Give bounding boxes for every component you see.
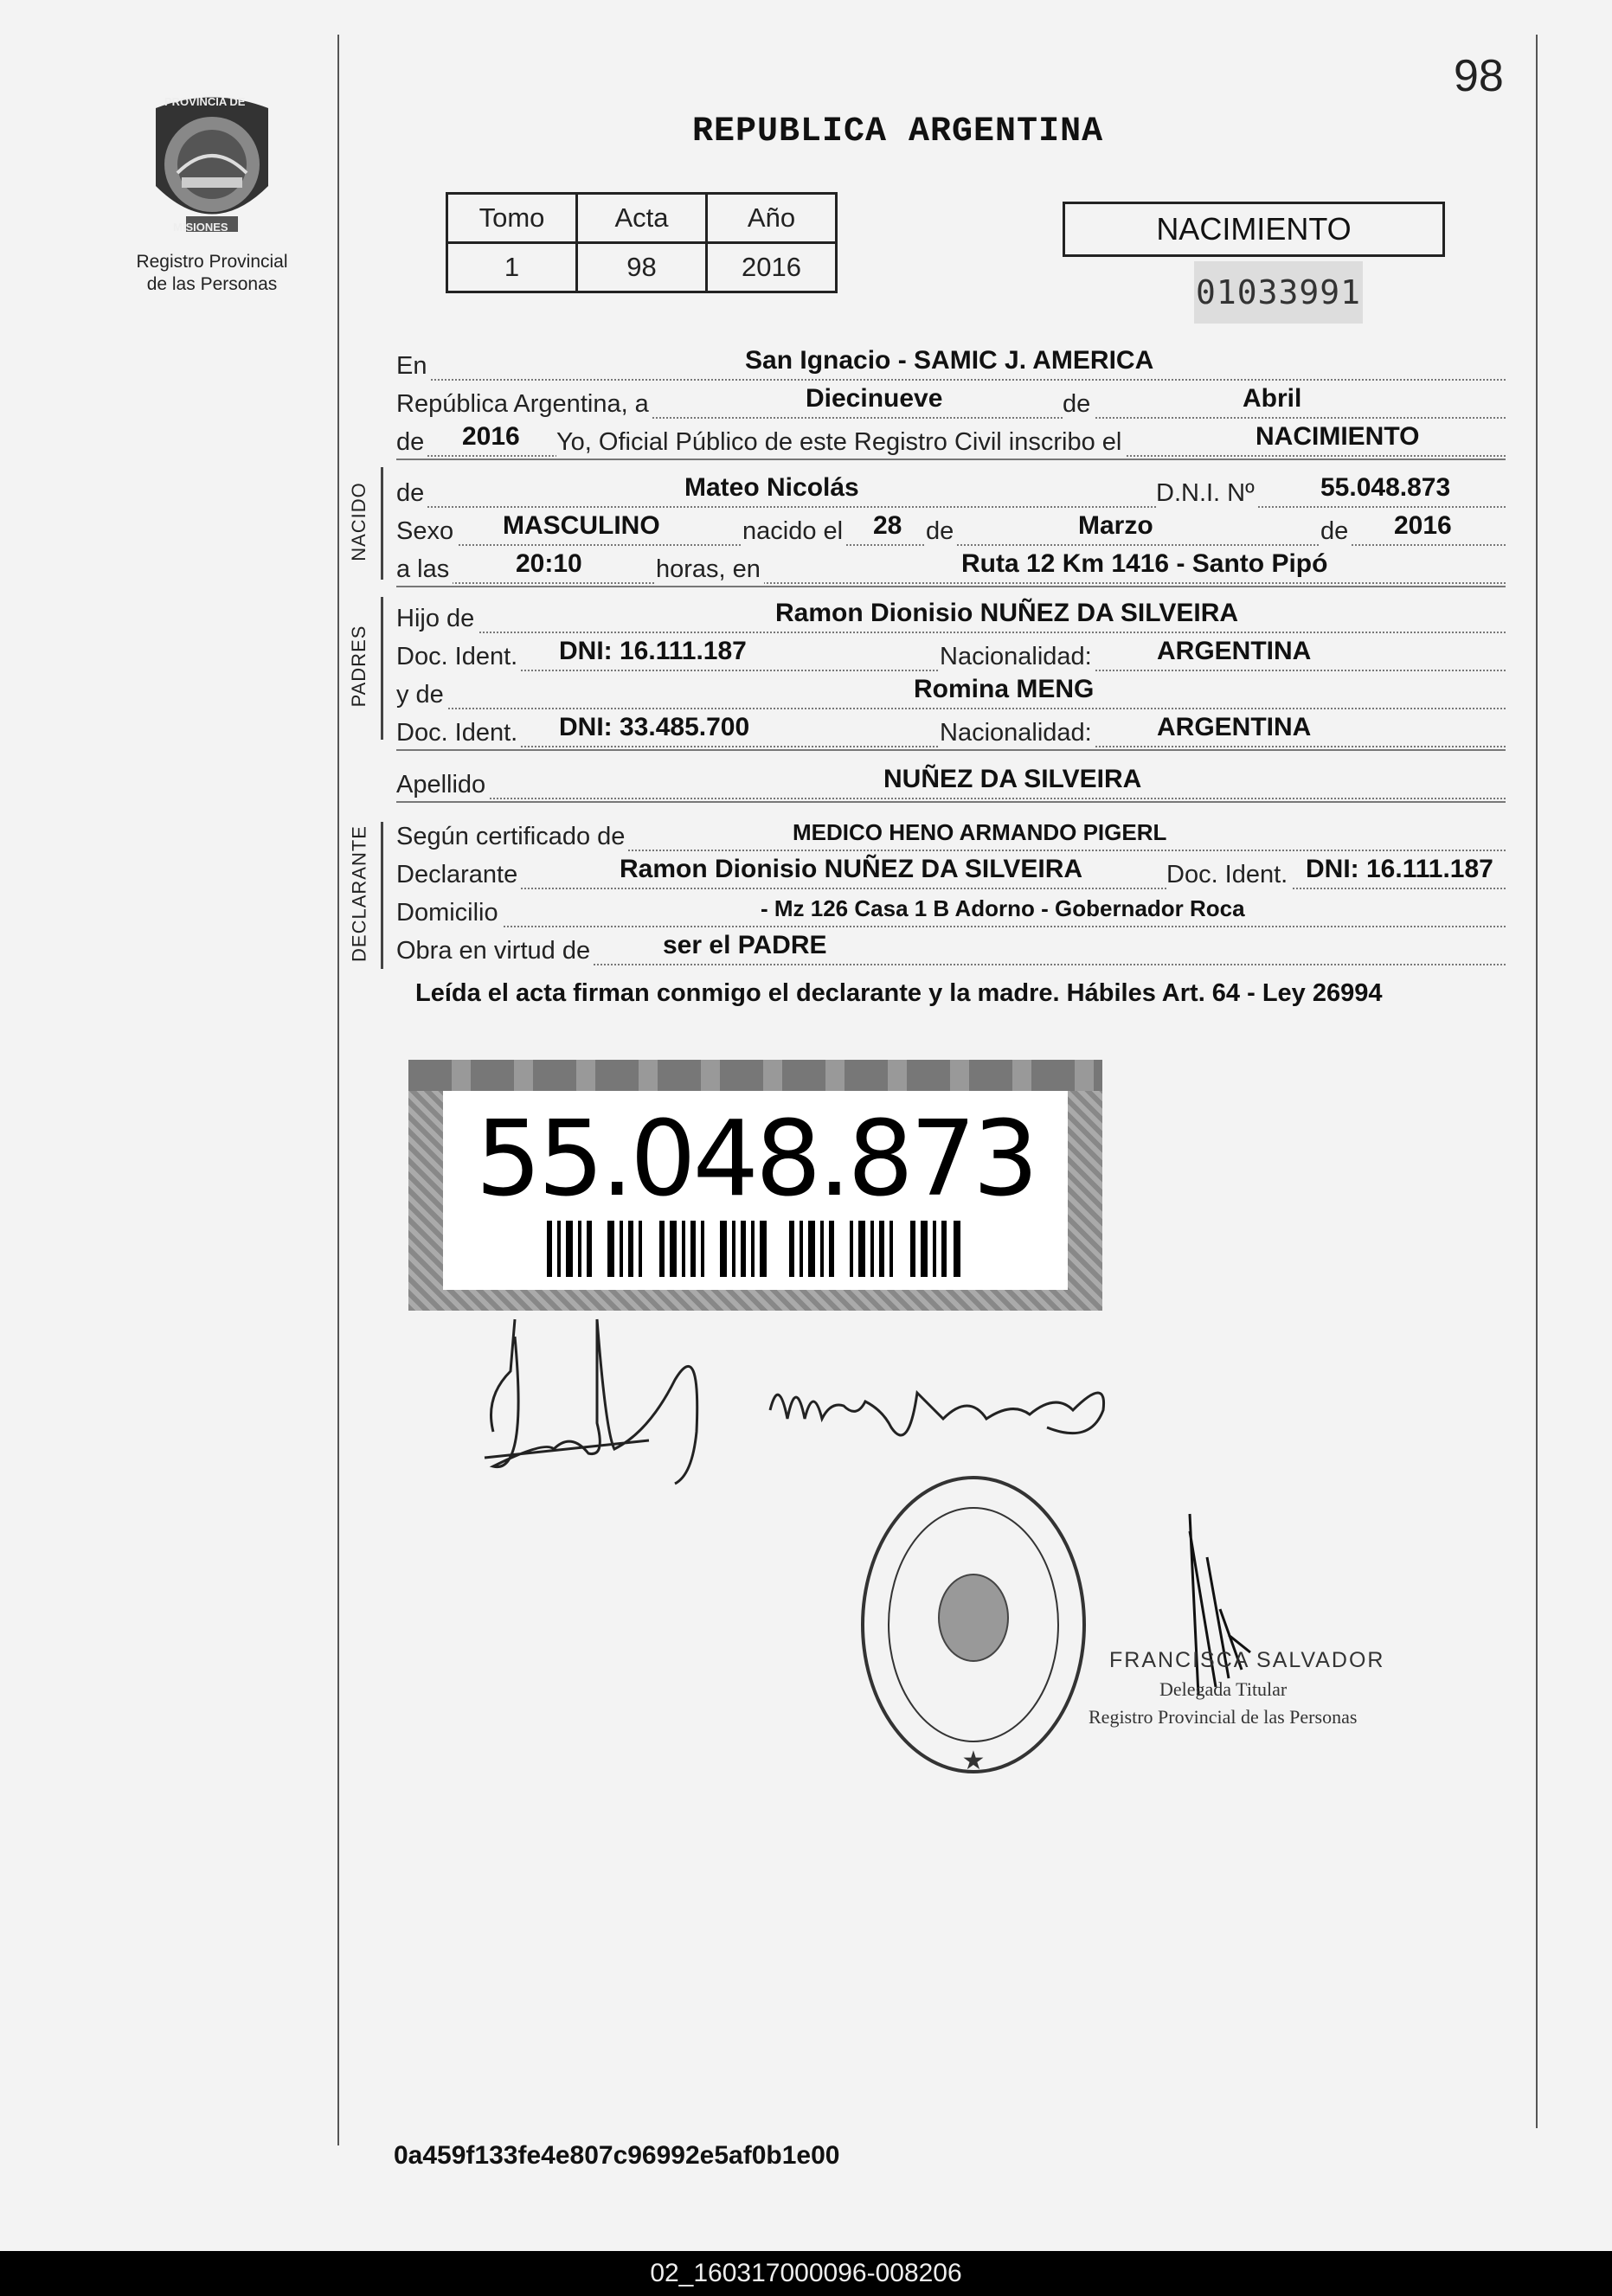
page-number: 98	[1454, 51, 1504, 101]
record-table	[446, 192, 838, 293]
madre-nombre: Romina MENG	[911, 675, 1096, 704]
mes-inscripcion: Abril	[1240, 384, 1304, 414]
padre-doc: DNI: 16.111.187	[556, 637, 749, 666]
madre-nac-label: Nacionalidad:	[940, 719, 1095, 747]
padre-nombre: Ramon Dionisio NUÑEZ DA SILVEIRA	[773, 599, 1241, 628]
father-signature-icon	[476, 1302, 735, 1492]
declarante-doc-label: Doc. Ident.	[1166, 861, 1291, 889]
declarante-section-label: DECLARANTE	[348, 825, 370, 962]
y-de-label: y de	[396, 681, 447, 709]
nacido-row-1	[396, 471, 1506, 508]
logo-caption-line2: de las Personas	[146, 274, 278, 294]
anio-value: 2016	[707, 243, 837, 292]
de-label: de	[1063, 390, 1094, 419]
obra-label: Obra en virtud de	[396, 937, 594, 965]
document-hash: 0a459f133fe4e807c96992e5af0b1e00	[394, 2141, 840, 2170]
section-divider	[396, 749, 1506, 751]
declarante-label: Declarante	[396, 861, 521, 889]
nacido-lugar: Ruta 12 Km 1416 - Santo Pipó	[959, 549, 1330, 579]
logo-bottom-text: MISIONES	[173, 221, 228, 234]
sticker-pattern	[408, 1060, 1102, 1091]
lugar-inscripcion: San Ignacio - SAMIC J. AMERICA	[742, 346, 1156, 375]
declarante-value: Ramon Dionisio NUÑEZ DA SILVEIRA	[617, 855, 1085, 884]
declarante-bracket	[381, 822, 383, 969]
record-type-box: NACIMIENTO	[1063, 202, 1445, 257]
padres-row-4	[396, 711, 1506, 747]
official-org: Registro Provincial de las Personas	[1089, 1706, 1358, 1728]
en-label: En	[396, 352, 430, 381]
madre-doc-label: Doc. Ident.	[396, 719, 521, 747]
svg-text:★: ★	[961, 1746, 986, 1776]
nacido-dni: 55.048.873	[1318, 473, 1453, 503]
declarante-row-1	[396, 815, 1506, 851]
padres-bracket	[381, 597, 383, 740]
sexo-label: Sexo	[396, 517, 457, 546]
declarante-row-4	[396, 929, 1506, 965]
intro-row-3	[396, 420, 1506, 457]
footer-id: 02_160317000096-008206	[0, 2251, 1612, 2296]
official-role: Delegada Titular	[1159, 1678, 1288, 1700]
nacido-hora: 20:10	[513, 549, 585, 579]
document-title: REPUBLICA ARGENTINA	[692, 112, 1104, 151]
anio-inscripcion: 2016	[459, 422, 523, 452]
section-divider	[396, 459, 1506, 460]
intro-row-1	[396, 344, 1506, 381]
nacido-de3-label: de	[1320, 517, 1352, 546]
logo-top-text: PROVINCIA DE	[164, 95, 246, 108]
nacido-de2-label: de	[926, 517, 957, 546]
logo-caption-line1: Registro Provincial	[136, 252, 288, 272]
mother-signature-icon	[761, 1358, 1142, 1471]
barcode-number: 55.048.873	[475, 1100, 1036, 1220]
declarante-row-2	[396, 853, 1506, 889]
nacido-row-3	[396, 548, 1506, 584]
padre-nacionalidad: ARGENTINA	[1154, 637, 1313, 666]
certificado-label: Según certificado de	[396, 823, 628, 851]
nacido-sexo: MASCULINO	[500, 511, 663, 541]
nacido-dia: 28	[870, 511, 904, 541]
apellido-label: Apellido	[396, 771, 489, 799]
obra-value: ser el PADRE	[660, 931, 830, 960]
serial-number: 01033991	[1194, 261, 1363, 324]
tomo-value: 1	[447, 243, 577, 292]
domicilio-label: Domicilio	[396, 899, 502, 927]
barcode-label	[443, 1091, 1068, 1290]
tipo-inscripcion: NACIMIENTO	[1253, 422, 1422, 452]
barcode-icon	[547, 1221, 962, 1277]
nacido-section-label: NACIDO	[348, 482, 369, 561]
hijo-de-label: Hijo de	[396, 605, 478, 633]
nacido-bracket	[381, 467, 383, 580]
padre-doc-label: Doc. Ident.	[396, 643, 521, 671]
acta-value: 98	[577, 243, 707, 292]
padres-row-2	[396, 635, 1506, 671]
section-divider	[396, 801, 1506, 803]
official-name: FRANCISCA SALVADOR	[1109, 1648, 1385, 1672]
horas-en-label: horas, en	[656, 555, 764, 584]
anio-header: Año	[707, 194, 837, 243]
apellido-value: NUÑEZ DA SILVEIRA	[881, 765, 1144, 794]
nacido-el-label: nacido el	[742, 517, 846, 546]
official-seal-icon	[857, 1471, 1090, 1778]
nacido-anio: 2016	[1391, 511, 1455, 541]
apellido-row	[396, 763, 1506, 799]
left-margin-line	[337, 35, 339, 2145]
padres-row-1	[396, 597, 1506, 633]
section-divider	[396, 586, 1506, 587]
barcode-sticker	[408, 1060, 1102, 1311]
dia-inscripcion: Diecinueve	[803, 384, 945, 414]
logo-caption	[112, 251, 311, 296]
nacido-de-label: de	[396, 479, 427, 508]
domicilio-value: - Mz 126 Casa 1 B Adorno - Gobernador Roca	[758, 895, 1248, 922]
madre-doc: DNI: 33.485.700	[556, 713, 752, 742]
nacido-row-2	[396, 510, 1506, 546]
oficial-text: Yo, Oficial Público de este Registro Civil inscribo el	[556, 428, 1125, 457]
acta-header: Acta	[577, 194, 707, 243]
a-las-label: a las	[396, 555, 453, 584]
nacido-nombre: Mateo Nicolás	[682, 473, 862, 503]
padres-row-3	[396, 673, 1506, 709]
de2-label: de	[396, 428, 427, 457]
declarante-doc: DNI: 16.111.187	[1303, 855, 1496, 884]
leida-statement: Leída el acta firman conmigo el declarante y la madre. Hábiles Art. 64 - Ley 26994	[415, 979, 1383, 1007]
official-signature-icon	[1181, 1505, 1259, 1704]
certificado-value: MEDICO HENO ARMANDO PIGERL	[790, 819, 1169, 846]
right-margin-line	[1536, 35, 1538, 2128]
republica-label: República Argentina, a	[396, 390, 652, 419]
padre-nac-label: Nacionalidad:	[940, 643, 1095, 671]
dni-label: D.N.I. Nº	[1156, 479, 1258, 508]
intro-row-2	[396, 382, 1506, 419]
nacido-mes: Marzo	[1076, 511, 1156, 541]
declarante-row-3	[396, 891, 1506, 927]
padres-section-label: PADRES	[348, 625, 369, 708]
tomo-header: Tomo	[447, 194, 577, 243]
misiones-coat-of-arms-icon	[138, 91, 286, 238]
madre-nacionalidad: ARGENTINA	[1154, 713, 1313, 742]
